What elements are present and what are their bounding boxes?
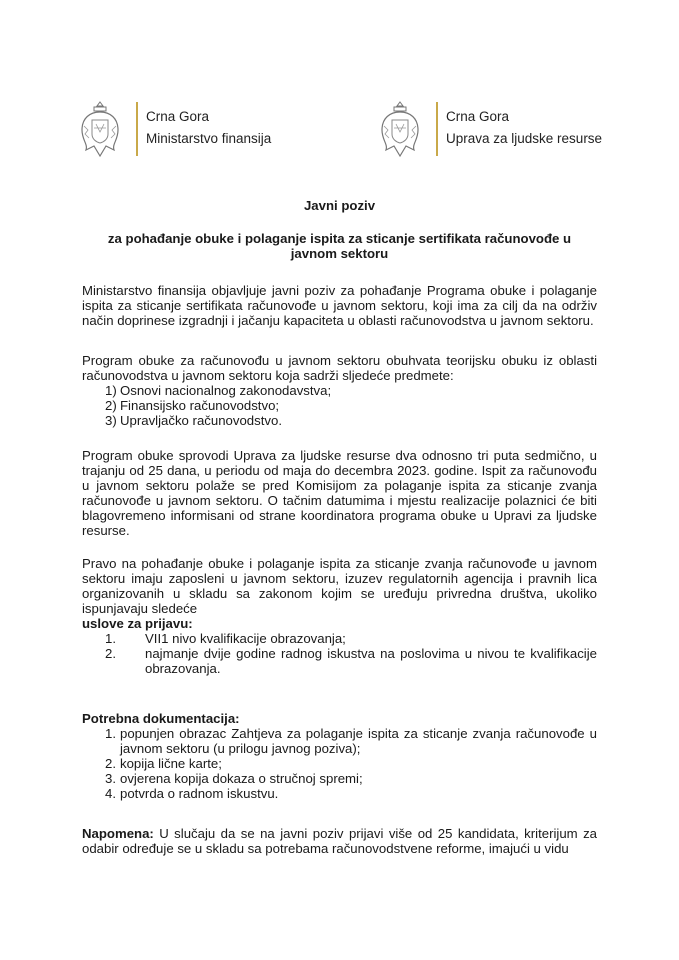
- list-number: 2.: [105, 646, 116, 661]
- list-text: Finansijsko računovodstvo;: [120, 398, 280, 413]
- list-text: VII1 nivo kvalifikacije obrazovanja;: [145, 631, 346, 646]
- note-paragraph: [82, 826, 597, 856]
- country-name: Crna Gora: [146, 109, 210, 124]
- list-item: [82, 383, 597, 398]
- document-title: Javni poziv: [303, 198, 376, 213]
- list-text: popunjen obrazac Zahtjeva za polaganje ispita za sticanje zvanja računovođe u javnom sektoru (u prilogu javnog poziva);: [120, 726, 597, 756]
- list-text: Osnovi nacionalnog zakonodavstva;: [120, 383, 332, 398]
- note-text: U slučaju da se na javni poziv prijavi više od 25 kandidata, kriterijum za odabir određuje se u skladu sa potrebama računovodstvene reforme, imajući u vidu: [82, 826, 597, 856]
- list-item: [82, 413, 597, 428]
- list-number: 1.: [105, 726, 116, 741]
- list-text: Upravljačko računovodstvo.: [120, 413, 282, 428]
- coat-of-arms-icon: [380, 100, 420, 158]
- list-text: potvrda o radnom iskustvu.: [120, 786, 279, 801]
- org-name: [446, 106, 602, 150]
- paragraph-program: [82, 353, 597, 428]
- list-item: [82, 771, 597, 786]
- list-item: [82, 631, 597, 646]
- list-item: [82, 786, 597, 801]
- list-item: [82, 646, 597, 676]
- documents-heading: Potrebna dokumentacija:: [82, 711, 240, 726]
- divider: [436, 102, 438, 156]
- header-logo-left: [80, 98, 340, 162]
- agency-name: Uprava za ljudske resurse: [446, 131, 603, 146]
- list-text: najmanje dvije godine radnog iskustva na poslovima u nivou te kvalifikacije obrazovanja.: [145, 646, 597, 676]
- coat-of-arms-icon: [80, 100, 120, 158]
- note-label: Napomena:: [82, 826, 154, 841]
- list-number: 3): [105, 413, 117, 428]
- paragraph-eligibility: Pravo na pohađanje obuke i polaganje ispita za sticanje zvanja računovođe u javnom sektoru imaju zaposleni u javnom sektoru, izuzev regulatornih agencija i pravnih lica organizovanih u skladu sa zakonom kojim se uređuju privredna društva, ukoliko ispunjavaju sledeće: [82, 556, 597, 616]
- list-number: 1): [105, 383, 117, 398]
- paragraph-text: Program obuke za računovođu u javnom sektoru obuhvata teorijsku obuku iz oblasti računovodstva u javnom sektoru koja sadrži sljedeće predmete:: [82, 353, 597, 383]
- list-text: kopija lične karte;: [120, 756, 222, 771]
- list-number: 1.: [105, 631, 116, 646]
- list-item: [82, 398, 597, 413]
- org-name: [146, 106, 271, 150]
- header-logo-right: [380, 98, 640, 162]
- conditions-heading: uslove za prijavu:: [82, 616, 193, 631]
- ministry-name: Ministarstvo finansija: [146, 131, 272, 146]
- documents-section: [82, 711, 597, 801]
- subjects-list: [82, 383, 597, 428]
- paragraph-intro: Ministarstvo finansija objavljuje javni poziv za pohađanje Programa obuke i polaganje ispita za sticanje sertifikata računovođe u javnom sektoru, koji ima za cilj da na održiv način doprinese izgradnji i jačanju kapaciteta u oblasti računovodstva u javnom sektoru.: [82, 283, 597, 328]
- conditions-section: [82, 616, 597, 676]
- country-name: Crna Gora: [446, 109, 510, 124]
- list-item: [82, 726, 597, 756]
- divider: [136, 102, 138, 156]
- list-text: ovjerena kopija dokaza o stručnoj spremi;: [120, 771, 363, 786]
- list-number: 2): [105, 398, 117, 413]
- document-subtitle: za pohađanje obuke i polaganje ispita za sticanje sertifikata računovođe u javnom sektoru: [107, 231, 572, 261]
- paragraph-schedule: Program obuke sprovodi Uprava za ljudske resurse dva odnosno tri puta sedmično, u trajanju od 25 dana, u periodu od maja do decembra 2023. godine. Ispit za računovođu u javnom sektoru polaže se pred Komisijom za polaganje ispita za sticanje zvanja računovođe u javnom sektoru. O tačnim datumima i mjestu realizacije polaznici će biti blagovremeno informisani od strane koordinatora programa obuke u Upravi za ljudske resurse.: [82, 448, 597, 538]
- list-number: 2.: [105, 756, 116, 771]
- list-number: 3.: [105, 771, 116, 786]
- list-number: 4.: [105, 786, 116, 801]
- list-item: [82, 756, 597, 771]
